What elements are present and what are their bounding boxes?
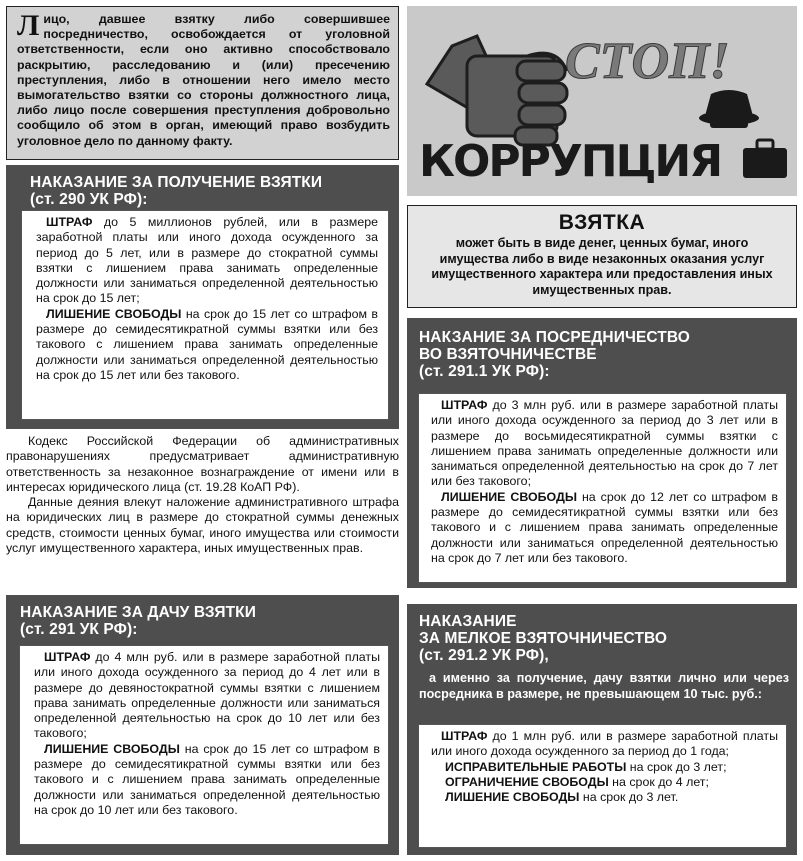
stop-corruption-logo [407,6,797,196]
bribe-description: может быть в виде денег, ценных бумаг, иного имущества либо в виде незаконных оказания услуг имущественного характера или предоставления иных имущественных прав. [431,236,773,297]
art2911-body [418,393,787,583]
intro-text: ицо, давшее взятку либо совершившее посредничество, освобождается от уголовной ответственности, если оно активно способствовало раскрытию, расследованию и (или) пресечению преступления, либо в отношении него имело место вымогательство взятки со стороны должностного лица, либо лицо после совершения преступления добровольно сообщило об этом в орган, имеющий право возбудить уголовное дело по данному факту. [17,12,390,148]
art2911-heading-line3: (ст. 291.1 УК РФ): [419,363,550,380]
koap-text [6,434,399,556]
art2911-heading-line1: НАКЗАНИЕ ЗА ПОСРЕДНИЧЕСТВО [419,329,690,346]
art2912-work-label: ИСПРАВИТЕЛЬНЫЕ РАБОТЫ [445,759,627,774]
art290-fine [36,215,378,307]
art291-prison [34,742,380,818]
art291-body [19,645,389,845]
art291-heading-line1: НАКАЗАНИЕ ЗА ДАЧУ ВЗЯТКИ [20,604,256,621]
art2912-prison [431,790,778,805]
bribe-definition-box [407,205,797,308]
art291-fine [34,650,380,742]
art2912-fine [431,729,778,760]
art2912-prison-label: ЛИШЕНИЕ СВОБОДЫ [445,790,580,805]
art2912-restrict [431,775,778,790]
art2912-restrict-text: на срок до 4 лет; [608,774,709,789]
art2912-restrict-label: ОГРАНИЧЕНИЕ СВОБОДЫ [445,774,609,789]
corruption-text: КОРРУПЦИЯ [419,136,722,187]
art2911-fine-text: до 3 млн руб. или в размере заработной платы или иного дохода осужденного за период до 3 лет или в размере до восьмидесятикратной суммы взятки с лишением права занимать определенные должности или заниматься определенной деятельностью на срок до 7 лет или без такового; [431,398,778,489]
art291-box [6,595,399,855]
intro-box [6,6,399,160]
art2912-heading-line3: (ст. 291.2 УК РФ), [419,647,549,664]
art2912-box [407,604,797,855]
art290-box [6,165,399,429]
art291-heading [20,604,256,638]
art291-prison-text: на срок до 15 лет со штрафом в размере до семидесятикратной суммы взятки или без такового и с лишением права занимать определенные должности или заниматься определенной деятельностью на срок до 10 лет или без такового. [34,741,380,817]
art2911-prison-label: ЛИШЕНИЕ СВОБОДЫ [441,489,577,504]
art2912-heading [419,613,667,664]
art290-heading-line2: (ст. 290 УК РФ): [30,191,148,208]
stop-corruption-illustration [407,6,797,196]
art2912-work [431,760,778,775]
art2911-box [407,318,797,588]
art2911-heading [419,329,789,380]
art2911-prison [431,490,778,566]
art2911-heading-line2: ВО ВЗЯТОЧНИЧЕСТВЕ [419,346,597,363]
art2912-heading-line2: ЗА МЕЛКОЕ ВЗЯТОЧНИЧЕСТВО [419,630,668,647]
art2911-fine-label: ШТРАФ [441,398,488,412]
art2912-subheading: а именно за получение, дачу взятки лично или через посредника в размере, не превышающем 10 тыс. руб.: [419,671,789,701]
art290-heading [30,174,322,208]
fist-icon [427,36,567,145]
koap-paragraph-1: Кодекс Российской Федерации об административных правонарушениях предусматривает административную ответственность за незаконное вознаграждение от имени или в интересах юридического лица (ст. 19.28 КоАП РФ). [6,434,399,494]
art291-prison-label: ЛИШЕНИЕ СВОБОДЫ [44,741,180,756]
art290-fine-label: ШТРАФ [46,215,93,229]
art291-heading-line2: (ст. 291 УК РФ): [20,621,138,638]
art2911-prison-text: на срок до 12 лет со штрафом в размере до семидесятикратной суммы взятки или без такового и с лишением права занимать определенные должности или заниматься определенной деятельностью на срок до 7 лет или без такового. [431,489,778,565]
intro-dropcap: Л [17,9,40,42]
art290-prison [36,307,378,383]
art2911-fine [431,398,778,490]
art2912-fine-label: ШТРАФ [441,729,488,743]
art2912-heading-line1: НАКАЗАНИЕ [419,613,517,630]
art290-body [21,210,389,420]
stop-text: СТОП! [565,33,730,90]
koap-paragraph-2: Данные деяния влекут наложение административного штрафа на юридических лиц в размере до стократной суммы денежных средств, стоимости ценных бумаг, иного имущества или стоимости услуг имущественного характера, иных имущественных прав. [6,495,399,556]
art290-prison-label: ЛИШЕНИЕ СВОБОДЫ [46,306,182,321]
art2912-work-text: на срок до 3 лет; [626,759,727,774]
art2912-body [418,724,787,848]
briefcase-icon [743,140,787,178]
hat-man-icon [699,90,759,128]
bribe-title: ВЗЯТКА [558,211,646,234]
art291-fine-text: до 4 млн руб. или в размере заработной платы или иного дохода осужденного за период до 4 лет или в размере до девяностократной суммы взятки с лишением права занимать определенные должности или заниматься определенной деятельностью на срок до 10 лет или без такового; [34,650,380,741]
art290-heading-line1: НАКАЗАНИЕ ЗА ПОЛУЧЕНИЕ ВЗЯТКИ [30,174,323,191]
art2912-prison-text: на срок до 3 лет. [579,790,679,805]
art291-fine-label: ШТРАФ [44,650,91,664]
art2912-fine-text: до 1 млн руб. или в размере заработной платы или иного дохода осужденного за период до 1 года; [431,729,778,759]
art290-fine-text: до 5 миллионов рублей, или в размере заработной платы или иного дохода осужденного за период до 5 лет, или в размере до стократной суммы взятки с лишением права занимать определенные должности или заниматься определенной деятельностью на срок до 15 лет; [36,215,378,306]
art290-prison-text: на срок до 15 лет со штрафом в размере до семидесятикратной суммы взятки или без такового с лишением права занимать определенные должности или заниматься определенной деятельностью на срок до 15 лет или без такового. [36,306,378,382]
